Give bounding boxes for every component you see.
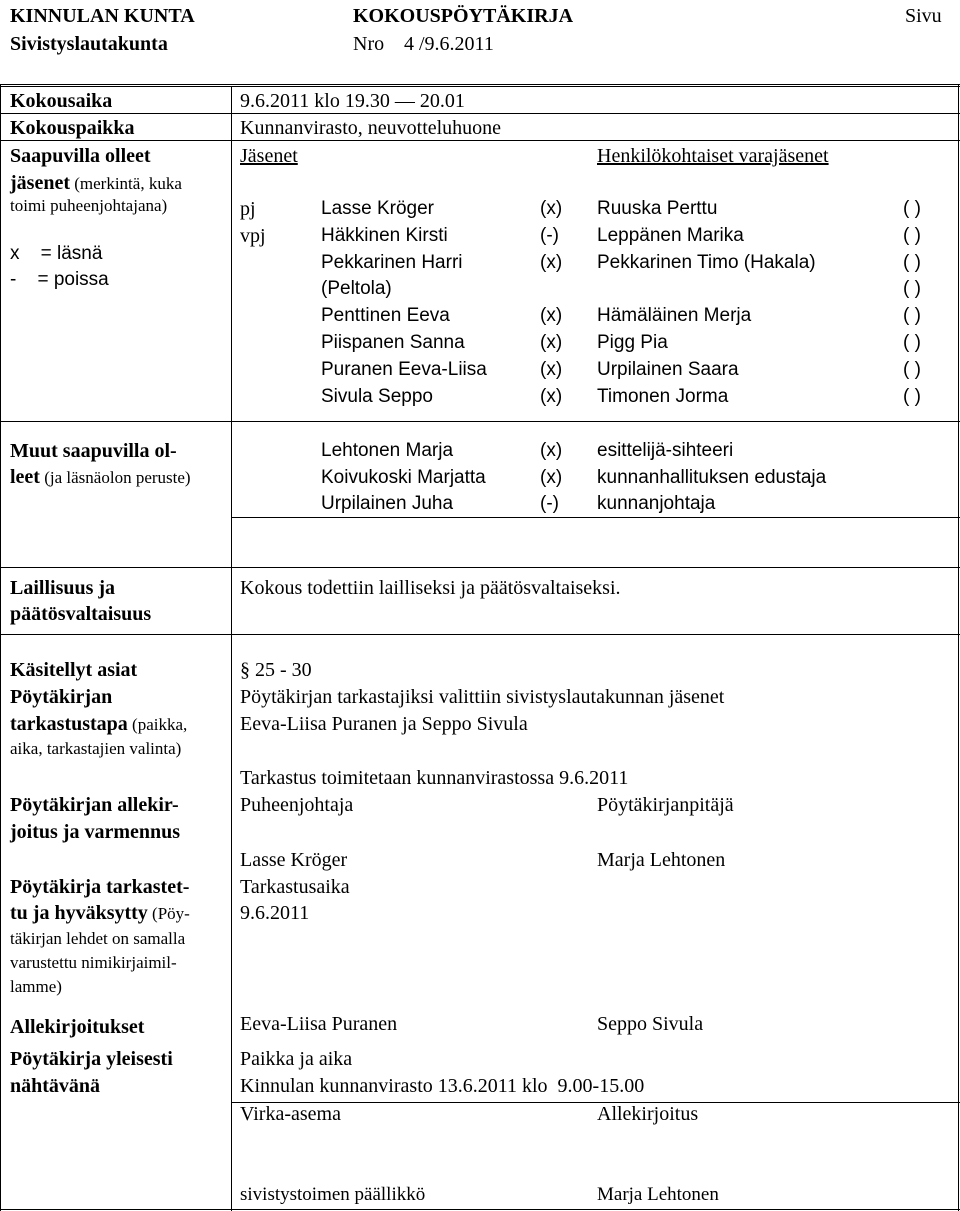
- signatures-label: Allekirjoitukset: [10, 1016, 145, 1038]
- member-role: pj: [240, 198, 256, 220]
- frame-top-line-2: [0, 86, 960, 87]
- frame-bottom-line: [0, 1209, 960, 1210]
- meeting-place-value: Kunnanvirasto, neuvotteluhuone: [240, 117, 502, 139]
- member-name: Puranen Eeva-Liisa: [321, 358, 487, 380]
- member-name: Pekkarinen Harri: [321, 251, 463, 273]
- attendees-label-line2: [10, 173, 182, 193]
- deputy-name: Leppänen Marika: [597, 224, 744, 246]
- secretary-title: Pöytäkirjanpitäjä: [597, 794, 734, 816]
- deputy-name: Pigg Pia: [597, 332, 668, 353]
- document-type: KOKOUSPÖYTÄKIRJA: [353, 5, 574, 27]
- member-presence: (x): [540, 385, 563, 407]
- others-label: Muut saapuvilla ol-: [10, 440, 177, 462]
- page-label: Sivu: [905, 5, 942, 27]
- deputy-name: Timonen Jorma: [597, 385, 729, 407]
- member-presence: (x): [540, 358, 563, 380]
- row-line: [0, 567, 960, 568]
- other-attendee-name: Koivukoski Marjatta: [321, 466, 486, 488]
- legend-present: x = läsnä: [10, 243, 103, 264]
- deputy-name: Pekkarinen Timo (Hakala): [597, 251, 816, 273]
- deputy-name: Urpilainen Saara: [597, 358, 739, 380]
- meeting-time-value: 9.6.2011 klo 19.30 — 20.01: [240, 90, 465, 112]
- nro-label: Nro: [353, 33, 385, 55]
- others-label-bold: leet: [10, 466, 40, 488]
- board-name: Sivistyslautakunta: [10, 33, 168, 55]
- approval-label-bold: tu ja hyväksytty: [10, 902, 148, 924]
- other-attendee-name: Lehtonen Marja: [321, 440, 454, 461]
- deputy-presence: ( ): [903, 278, 921, 300]
- public-label-line2: nähtävänä: [10, 1075, 101, 1097]
- other-attendee-role: kunnanhallituksen edustaja: [597, 466, 827, 488]
- other-attendee-presence: (x): [540, 466, 563, 488]
- secretary-name: Marja Lehtonen: [597, 849, 726, 871]
- row-line: [0, 140, 960, 141]
- legality-label-line2: päätösvaltaisuus: [10, 603, 152, 625]
- inspectors-names: Eeva-Liisa Puranen ja Seppo Sivula: [240, 713, 528, 735]
- inspection-label-note: (paikka,: [127, 715, 188, 734]
- column-divider: [231, 86, 232, 1211]
- meeting-time-label: Kokousaika: [10, 90, 113, 112]
- frame-left-line: [0, 84, 1, 1211]
- member-presence: (x): [540, 332, 563, 353]
- other-attendee-role: kunnanjohtaja: [597, 493, 716, 514]
- deputy-presence: ( ): [903, 358, 921, 380]
- items-label: Käsitellyt asiat: [10, 659, 138, 681]
- attendees-label-note: (merkintä, kuka: [69, 174, 182, 193]
- public-signature-label: Allekirjoitus: [597, 1103, 699, 1125]
- deputies-header: Henkilökohtaiset varajäsenet: [597, 145, 829, 167]
- signature-right: Seppo Sivula: [597, 1013, 704, 1035]
- inspection-label-line3: aika, tarkastajien valinta): [10, 739, 182, 758]
- nro-value: 4 /9.6.2011: [404, 33, 494, 55]
- deputy-presence: ( ): [903, 385, 921, 407]
- attendees-label-bold: jäsenet: [10, 172, 70, 194]
- member-presence: (x): [540, 251, 563, 273]
- member-name: Häkkinen Kirsti: [321, 224, 448, 246]
- deputy-name: Hämäläinen Merja: [597, 305, 752, 327]
- deputy-presence: ( ): [903, 332, 921, 353]
- legality-label: Laillisuus ja: [10, 577, 116, 599]
- inspection-label-line2: [10, 714, 187, 734]
- public-signer: Marja Lehtonen: [597, 1184, 719, 1205]
- deputy-presence: ( ): [903, 224, 921, 246]
- others-label-line2: [10, 467, 191, 487]
- approval-label-line4: varustettu nimikirjaimil-: [10, 953, 177, 972]
- other-attendee-role: esittelijä-sihteeri: [597, 440, 734, 461]
- frame-right-line: [958, 84, 959, 1211]
- member-name: Lasse Kröger: [321, 198, 435, 219]
- inspection-place: Tarkastus toimitetaan kunnanvirastossa 9.6.2011: [240, 767, 629, 789]
- deputy-name: Ruuska Perttu: [597, 198, 718, 219]
- approval-time-label: Tarkastusaika: [240, 876, 350, 898]
- signature-left: Eeva-Liisa Puranen: [240, 1013, 398, 1035]
- other-attendee-presence: (x): [540, 440, 563, 461]
- member-name: Piispanen Sanna: [321, 332, 465, 353]
- chair-name: Lasse Kröger: [240, 849, 348, 871]
- other-attendee-name: Urpilainen Juha: [321, 493, 454, 514]
- row-line: [231, 517, 960, 518]
- member-name: Sivula Seppo: [321, 385, 433, 407]
- members-header: Jäsenet: [240, 145, 298, 167]
- public-title-value: sivistystoimen päällikkö: [240, 1184, 426, 1205]
- deputy-presence: ( ): [903, 198, 921, 219]
- public-place-label: Paikka ja aika: [240, 1048, 353, 1070]
- inspection-label-bold: tarkastustapa: [10, 713, 128, 735]
- approval-label: Pöytäkirja tarkastet-: [10, 876, 190, 898]
- deputy-presence: ( ): [903, 305, 921, 327]
- legend-absent: - = poissa: [10, 269, 109, 290]
- public-title-label: Virka-asema: [240, 1103, 341, 1125]
- signing-label-line2: joitus ja varmennus: [10, 821, 181, 843]
- municipality-name: KINNULAN KUNTA: [10, 5, 195, 27]
- items-value: § 25 - 30: [240, 659, 312, 681]
- legality-text: Kokous todettiin lailliseksi ja päätösvaltaiseksi.: [240, 577, 621, 599]
- member-role: vpj: [240, 224, 266, 247]
- other-attendee-presence: (-): [540, 493, 559, 514]
- approval-label-line2: [10, 903, 190, 923]
- inspection-label: Pöytäkirjan: [10, 686, 113, 708]
- inspection-text: Pöytäkirjan tarkastajiksi valittiin sivistyslautakunnan jäsenet: [240, 686, 725, 708]
- others-label-note: (ja läsnäolon peruste): [39, 468, 191, 487]
- public-label: Pöytäkirja yleisesti: [10, 1048, 173, 1070]
- approval-label-note: (Pöy-: [147, 904, 190, 923]
- meeting-place-label: Kokouspaikka: [10, 117, 135, 139]
- frame-top-line: [0, 84, 960, 85]
- deputy-presence: ( ): [903, 251, 921, 273]
- member-name: Penttinen Eeva: [321, 305, 450, 327]
- approval-label-line3: täkirjan lehdet on samalla: [10, 929, 186, 948]
- approval-time-value: 9.6.2011: [240, 902, 310, 924]
- member-name: (Peltola): [321, 278, 392, 300]
- row-line: [0, 421, 960, 422]
- approval-label-line5: lamme): [10, 977, 62, 996]
- row-line: [0, 634, 960, 635]
- member-presence: (x): [540, 198, 563, 219]
- member-presence: (x): [540, 305, 563, 327]
- member-presence: (-): [540, 224, 559, 246]
- signing-label: Pöytäkirjan allekir-: [10, 794, 179, 816]
- attendees-label: Saapuvilla olleet: [10, 145, 151, 167]
- row-line: [0, 113, 960, 114]
- public-place-value: Kinnulan kunnanvirasto 13.6.2011 klo 9.00-15.00: [240, 1075, 645, 1097]
- attendees-label-line3: toimi puheenjohtajana): [10, 196, 168, 215]
- chair-title: Puheenjohtaja: [240, 794, 354, 816]
